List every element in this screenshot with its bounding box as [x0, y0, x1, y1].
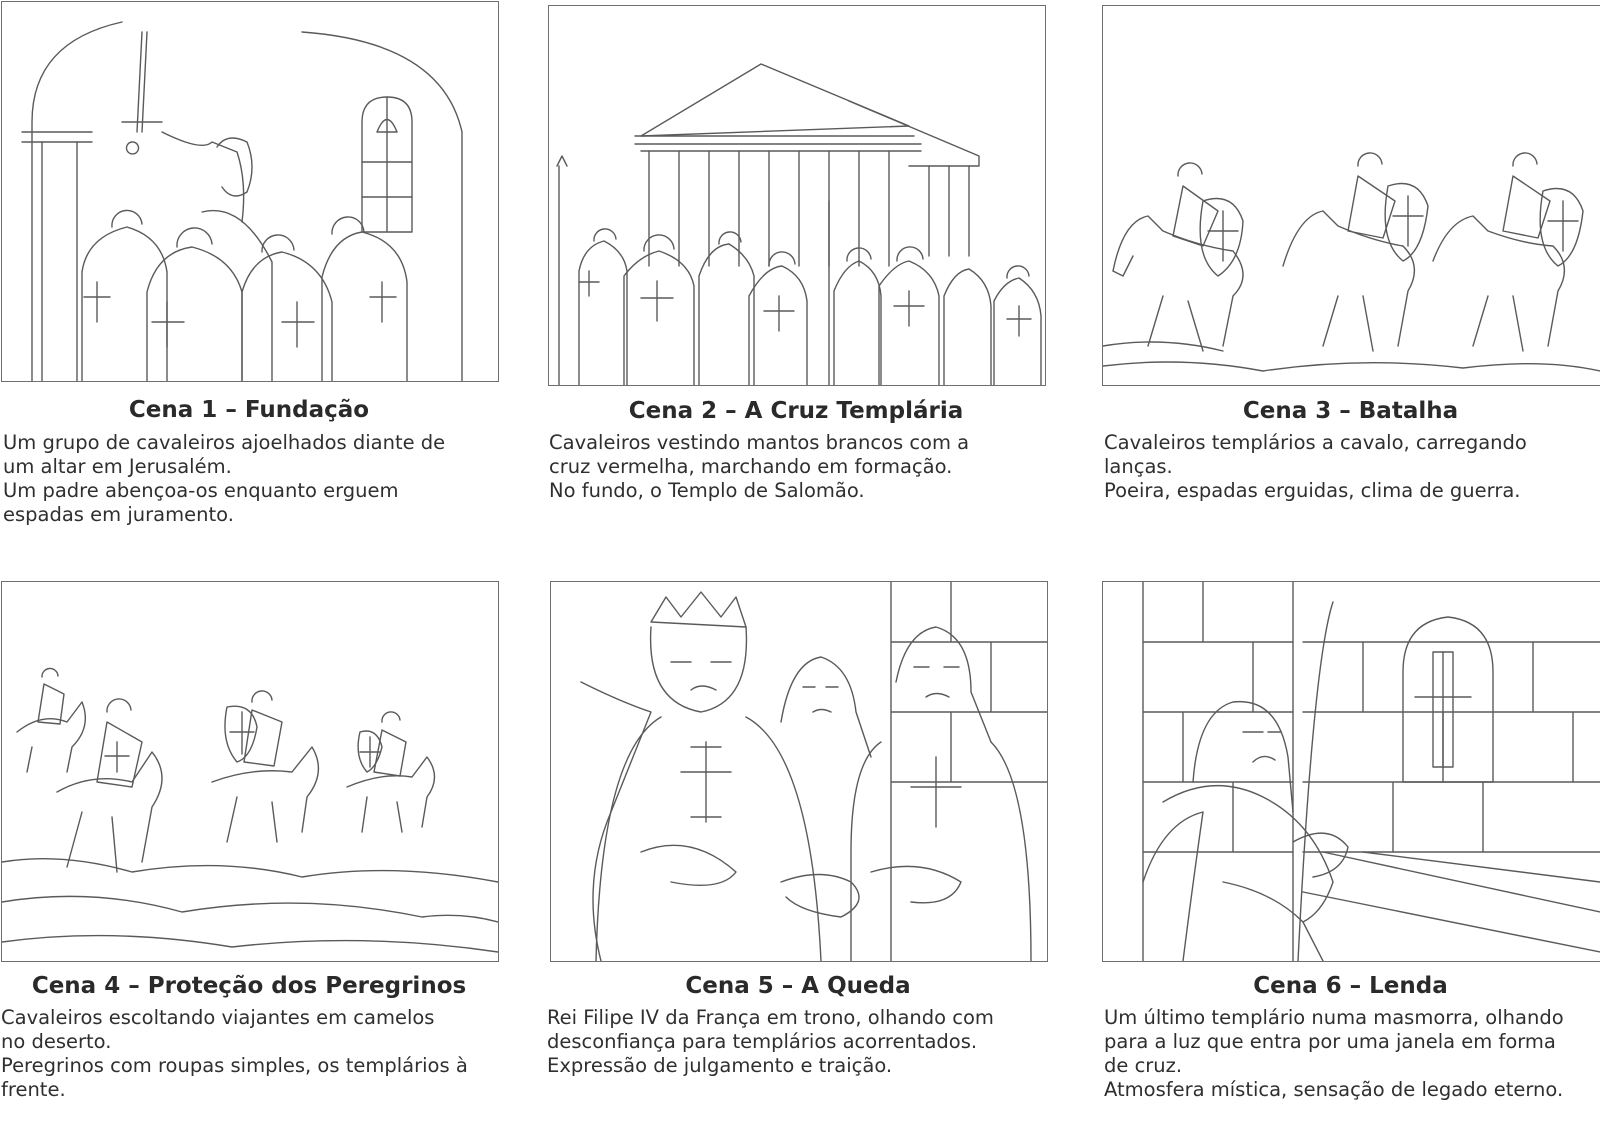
scene-3-line-1: Cavaleiros templários a cavalo, carregando	[1104, 431, 1527, 454]
scene-1-line-2: um altar em Jerusalém.	[3, 455, 232, 478]
king-and-chained-templars-drawing	[551, 582, 1047, 961]
scene-1-description	[3, 431, 497, 527]
scene-1-line-1: Um grupo de cavaleiros ajoelhados diante de	[3, 431, 446, 454]
scene-6-description	[1104, 1006, 1599, 1102]
scene-2-line-3: No fundo, o Templo de Salomão.	[549, 479, 865, 502]
scene-1-illustration	[1, 1, 499, 382]
scene-3-description	[1104, 431, 1599, 503]
scene-5-line-2: desconfiança para templários acorrentados.	[547, 1030, 978, 1053]
scene-4-description	[1, 1006, 497, 1102]
scene-6-line-1: Um último templário numa masmorra, olhando	[1104, 1006, 1564, 1029]
scene-1-title: Cena 1 – Fundação	[128, 397, 370, 423]
scene-3-title: Cena 3 – Batalha	[1242, 398, 1459, 424]
knights-marching-before-temple-drawing	[549, 6, 1045, 385]
scene-2-illustration	[548, 5, 1046, 386]
scene-3-line-2: lanças.	[1104, 455, 1173, 478]
scene-4-line-4: frente.	[1, 1078, 66, 1101]
scene-4-line-1: Cavaleiros escoltando viajantes em camelos	[1, 1006, 435, 1029]
scene-6-line-4: Atmosfera mística, sensação de legado eterno.	[1104, 1078, 1564, 1101]
scene-5-line-1: Rei Filipe IV da França em trono, olhando com	[547, 1006, 994, 1029]
scene-5-illustration	[550, 581, 1048, 962]
scene-3-line-3: Poeira, espadas erguidas, clima de guerra.	[1104, 479, 1521, 502]
scene-4-line-2: no deserto.	[1, 1030, 112, 1053]
scene-6-illustration	[1102, 581, 1600, 962]
scene-1-line-4: espadas em juramento.	[3, 503, 234, 526]
scene-6-title: Cena 6 – Lenda	[1253, 973, 1448, 999]
scene-2-title: Cena 2 – A Cruz Templária	[628, 398, 964, 424]
scene-5-description	[547, 1006, 1046, 1078]
scene-2-line-2: cruz vermelha, marchando em formação.	[549, 455, 953, 478]
mounted-knights-charging-drawing	[1103, 6, 1600, 385]
scene-6-line-2: para a luz que entra por uma janela em forma	[1104, 1030, 1556, 1053]
scene-3-illustration	[1102, 5, 1600, 386]
scene-4-line-3: Peregrinos com roupas simples, os templários à	[1, 1054, 468, 1077]
templar-in-dungeon-window-cross-drawing	[1103, 582, 1600, 961]
scene-2-description	[549, 431, 1043, 503]
scene-2-line-1: Cavaleiros vestindo mantos brancos com a	[549, 431, 970, 454]
knights-kneeling-before-priest-drawing	[2, 2, 498, 381]
scene-6-line-3: de cruz.	[1104, 1054, 1183, 1077]
scene-5-title: Cena 5 – A Queda	[685, 973, 911, 999]
scene-4-illustration	[1, 581, 499, 962]
scene-5-line-3: Expressão de julgamento e traição.	[547, 1054, 893, 1077]
knights-riding-through-desert-drawing	[2, 582, 498, 961]
scene-1-line-3: Um padre abençoa-os enquanto erguem	[3, 479, 399, 502]
scene-4-title: Cena 4 – Proteção dos Peregrinos	[31, 973, 467, 999]
